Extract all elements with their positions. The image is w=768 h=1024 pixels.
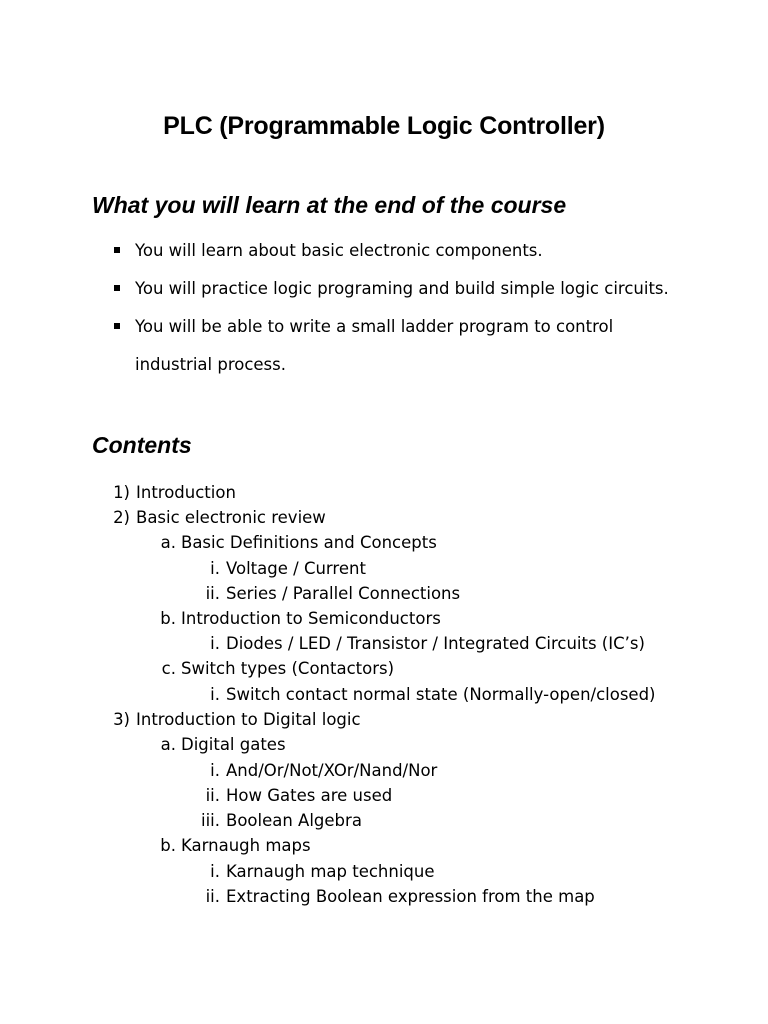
item-text: Basic Definitions and Concepts xyxy=(181,533,437,552)
item-text: Series / Parallel Connections xyxy=(226,584,461,603)
item-letter: a. xyxy=(160,735,176,754)
item-letter: a. xyxy=(160,533,176,552)
learning-outcome-item: You will be able to write a small ladder program to control industrial process. xyxy=(135,317,614,374)
item-text: Switch contact normal state (Normally-open/closed) xyxy=(226,685,656,704)
document-title: PLC (Programmable Logic Controller) xyxy=(163,112,605,140)
item-roman: i. xyxy=(210,559,220,578)
item-roman: i. xyxy=(210,862,220,881)
item-text: Switch types (Contactors) xyxy=(181,659,395,678)
learn-heading: What you will learn at the end of the course xyxy=(92,192,567,218)
item-text: Extracting Boolean expression from the map xyxy=(226,887,595,906)
item-number: 2) xyxy=(113,508,130,527)
item-text: How Gates are used xyxy=(226,786,393,805)
item-text: Karnaugh map technique xyxy=(226,862,435,881)
contents-heading: Contents xyxy=(92,432,192,458)
item-text: Digital gates xyxy=(181,735,286,754)
bullet-marker xyxy=(114,247,120,253)
item-roman: i. xyxy=(210,761,220,780)
item-text: Introduction xyxy=(136,483,236,502)
learning-outcome-item: You will practice logic programing and build simple logic circuits. xyxy=(135,279,669,298)
item-roman: iii. xyxy=(201,811,220,830)
item-roman: ii. xyxy=(205,584,220,603)
item-letter: b. xyxy=(160,836,176,855)
bullet-marker xyxy=(114,323,120,329)
bullet-marker xyxy=(114,285,120,291)
item-text: Boolean Algebra xyxy=(226,811,362,830)
item-text: Introduction to Semiconductors xyxy=(181,609,441,628)
item-number: 3) xyxy=(113,710,130,729)
item-roman: ii. xyxy=(205,887,220,906)
item-text: Karnaugh maps xyxy=(181,836,311,855)
item-roman: ii. xyxy=(205,786,220,805)
item-text: And/Or/Not/XOr/Nand/Nor xyxy=(226,761,438,780)
item-text: Voltage / Current xyxy=(226,559,366,578)
item-text: Basic electronic review xyxy=(136,508,326,527)
item-letter: b. xyxy=(160,609,176,628)
item-number: 1) xyxy=(113,483,130,502)
item-text: Introduction to Digital logic xyxy=(136,710,361,729)
learning-outcome-item: You will learn about basic electronic components. xyxy=(135,241,543,260)
item-letter: c. xyxy=(161,659,176,678)
item-roman: i. xyxy=(210,685,220,704)
item-roman: i. xyxy=(210,634,220,653)
item-text: Diodes / LED / Transistor / Integrated Circuits (IC’s) xyxy=(226,634,645,653)
